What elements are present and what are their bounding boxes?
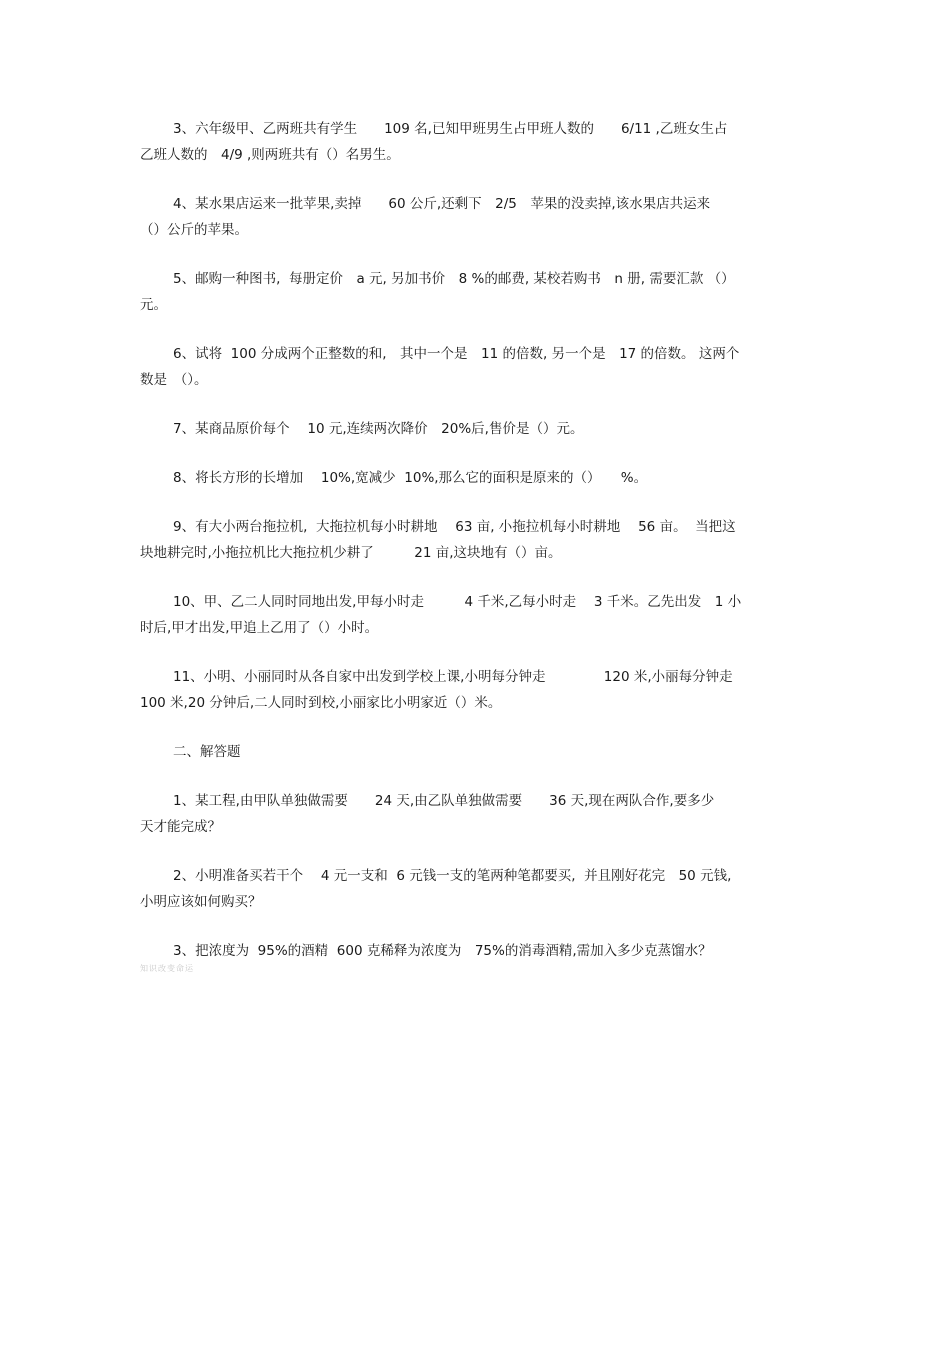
question-line: 9、有大小两台拖拉机, 大拖拉机每小时耕地 63 亩, 小拖拉机每小时耕地 56 亩。 当把这	[173, 519, 736, 535]
question-line: 时后,甲才出发,甲追上乙用了（）小时。	[140, 620, 379, 636]
question-line: 数是 （）。	[140, 372, 208, 388]
watermark-text: 知识改变命运	[140, 964, 194, 973]
question-line: 4、某水果店运来一批苹果,卖掉 60 公斤,还剩下 2/5 苹果的没卖掉,该水果店共运来	[173, 196, 711, 212]
question-line: 5、邮购一种图书, 每册定价 a 元, 另加书价 8 %的邮费, 某校若购书 n 册, 需要汇款 （）	[173, 271, 735, 287]
solve-question	[140, 788, 795, 840]
fill-in-questions	[140, 116, 795, 716]
solve-question	[140, 938, 795, 964]
fill-question	[140, 266, 795, 318]
question-line: 8、将长方形的长增加 10%,宽减少 10%,那么它的面积是原来的（） %。	[173, 470, 648, 486]
fill-question	[140, 664, 795, 716]
solve-questions	[140, 788, 795, 964]
question-line: 天才能完成？	[140, 819, 221, 835]
fill-question	[140, 465, 795, 491]
question-line: 100 米,20 分钟后,二人同时到校,小丽家比小明家近（）米。	[140, 695, 502, 711]
section-heading: 二、解答题	[173, 744, 241, 760]
fill-question	[140, 514, 795, 566]
question-line: 元。	[140, 297, 167, 313]
question-line: 乙班人数的 4/9 ,则两班共有（）名男生。	[140, 147, 400, 163]
question-line: 1、某工程,由甲队单独做需要 24 天,由乙队单独做需要 36 天,现在两队合作,要多少	[173, 793, 715, 809]
fill-question	[140, 116, 795, 168]
question-line: 11、小明、小丽同时从各自家中出发到学校上课,小明每分钟走 120 米,小丽每分钟走	[173, 669, 733, 685]
question-line: 2、小明准备买若干个 4 元一支和 6 元钱一支的笔两种笔都要买, 并且刚好花完 50 元钱,	[173, 868, 732, 884]
question-line: 6、试将 100 分成两个正整数的和, 其中一个是 11 的倍数, 另一个是 17 的倍数。 这两个	[173, 346, 740, 362]
question-line: 块地耕完时,小拖拉机比大拖拉机少耕了 21 亩,这块地有（）亩。	[140, 545, 562, 561]
fill-question	[140, 191, 795, 243]
fill-question	[140, 589, 795, 641]
question-line: （）公斤的苹果。	[140, 222, 248, 238]
question-line: 小明应该如何购买？	[140, 894, 262, 910]
fill-question	[140, 416, 795, 442]
document-page	[140, 116, 795, 987]
fill-question	[140, 341, 795, 393]
solve-question	[140, 863, 795, 915]
question-line: 10、甲、乙二人同时同地出发,甲每小时走 4 千米,乙每小时走 3 千米。乙先出发 1 小	[173, 594, 742, 610]
question-line: 3、六年级甲、乙两班共有学生 109 名,已知甲班男生占甲班人数的 6/11 ,乙班女生占	[173, 121, 728, 137]
question-line: 3、把浓度为 95%的酒精 600 克稀释为浓度为 75%的消毒酒精,需加入多少克蒸馏水？	[173, 943, 712, 959]
question-line: 7、某商品原价每个 10 元,连续两次降价 20%后,售价是（）元。	[173, 421, 584, 437]
